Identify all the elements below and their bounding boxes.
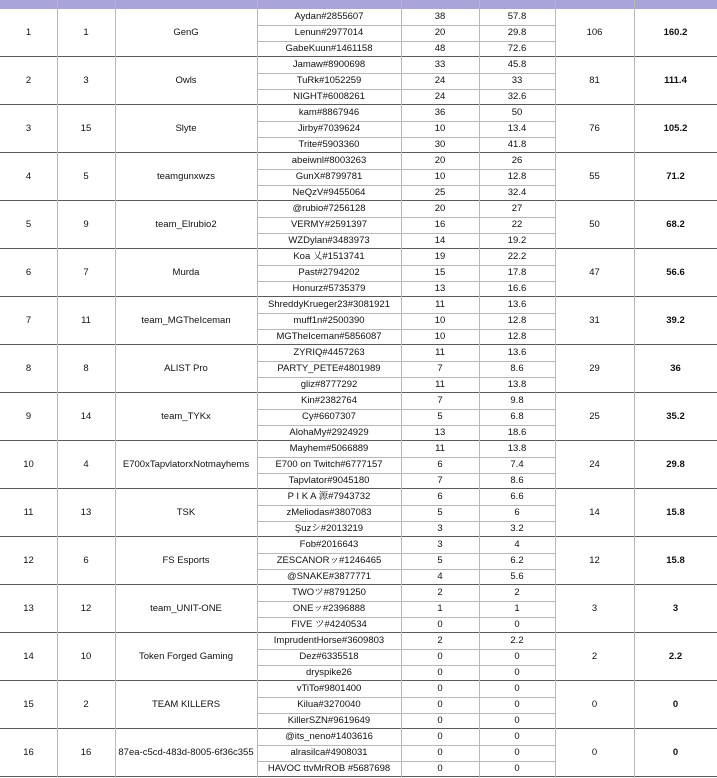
player-stat-b-cell[interactable]: 0 xyxy=(514,683,520,695)
player-id-cell[interactable]: HAVOC ttvMrROB #5687698 xyxy=(267,763,391,775)
player-stat-a-cell[interactable]: 7 xyxy=(437,475,443,487)
player-row-divider xyxy=(257,665,555,666)
rank-cell[interactable]: 14 xyxy=(23,651,34,663)
team-score-cell[interactable]: 0 xyxy=(672,699,679,711)
player-row-divider xyxy=(257,361,555,362)
player-id-cell[interactable]: Honurz#5735379 xyxy=(292,283,366,295)
team-score-cell[interactable]: 35.2 xyxy=(666,411,685,423)
player-stat-b-cell[interactable]: 27 xyxy=(511,203,523,215)
player-row-divider xyxy=(257,761,555,762)
player-stat-b-cell[interactable]: 13.4 xyxy=(507,123,527,135)
player-id-cell[interactable]: TWOツ#8791250 xyxy=(292,587,366,599)
player-row-divider xyxy=(257,41,555,42)
rank-cell[interactable]: 8 xyxy=(25,363,32,375)
player-stat-a-cell[interactable]: 2 xyxy=(437,635,443,647)
player-stat-a-cell[interactable]: 0 xyxy=(437,731,443,743)
player-stat-a-cell[interactable]: 10 xyxy=(434,315,446,327)
team-row-divider xyxy=(0,776,717,777)
player-stat-b-cell[interactable]: 32.4 xyxy=(507,187,527,199)
team-total-cell[interactable]: 47 xyxy=(589,267,600,279)
player-id-cell[interactable]: dryspike26 xyxy=(306,667,352,679)
team-score-cell[interactable]: 15.8 xyxy=(666,555,685,567)
column-divider xyxy=(115,0,116,778)
player-stat-a-cell[interactable]: 20 xyxy=(434,27,446,39)
player-id-cell[interactable]: @rubio#7256128 xyxy=(292,203,366,215)
seed-cell[interactable]: 3 xyxy=(83,75,89,87)
player-row-divider xyxy=(257,329,555,330)
team-total-cell[interactable]: 106 xyxy=(586,27,603,39)
team-total-cell[interactable]: 25 xyxy=(589,411,600,423)
player-stat-a-cell[interactable]: 6 xyxy=(437,459,443,471)
player-stat-a-cell[interactable]: 10 xyxy=(434,331,446,343)
player-stat-a-cell[interactable]: 19 xyxy=(434,251,446,263)
player-stat-a-cell[interactable]: 25 xyxy=(434,187,446,199)
player-stat-b-cell[interactable]: 72.6 xyxy=(507,43,527,55)
player-id-cell[interactable]: Trite#5903360 xyxy=(298,139,360,151)
player-stat-b-cell[interactable]: 22 xyxy=(511,219,523,231)
column-divider xyxy=(479,0,480,778)
player-stat-a-cell[interactable]: 0 xyxy=(437,763,443,775)
player-stat-b-cell[interactable]: 8.6 xyxy=(510,363,524,375)
seed-cell[interactable]: 5 xyxy=(83,171,89,183)
player-stat-a-cell[interactable]: 0 xyxy=(437,715,443,727)
seed-cell[interactable]: 4 xyxy=(83,459,89,471)
column-divider xyxy=(257,0,258,778)
team-score-cell[interactable]: 29.8 xyxy=(666,459,685,471)
player-id-cell[interactable]: Tapvlator#9045180 xyxy=(288,475,370,487)
seed-cell[interactable]: 14 xyxy=(80,411,92,423)
seed-cell[interactable]: 7 xyxy=(83,267,89,279)
player-id-cell[interactable]: Koa 乂#1513741 xyxy=(293,251,365,263)
player-id-cell[interactable]: @its_neno#1403616 xyxy=(285,731,373,743)
player-stat-a-cell[interactable]: 4 xyxy=(437,571,443,583)
player-stat-a-cell[interactable]: 7 xyxy=(437,363,443,375)
player-id-cell[interactable]: GunX#8799781 xyxy=(295,171,363,183)
player-stat-a-cell[interactable]: 5 xyxy=(437,507,443,519)
player-id-cell[interactable]: ImprudentHorse#3609803 xyxy=(273,635,385,647)
player-row-divider xyxy=(257,425,555,426)
player-stat-b-cell[interactable]: 8.6 xyxy=(510,475,524,487)
player-row-divider xyxy=(257,713,555,714)
player-stat-a-cell[interactable]: 36 xyxy=(434,107,446,119)
rank-cell[interactable]: 15 xyxy=(23,699,34,711)
player-stat-b-cell[interactable]: 0 xyxy=(514,699,520,711)
team-name-cell[interactable]: 87ea-c5cd-483d-8005-6f36c355 xyxy=(118,747,254,759)
rank-cell[interactable]: 11 xyxy=(23,507,34,519)
player-stat-a-cell[interactable]: 3 xyxy=(437,539,443,551)
rank-cell[interactable]: 1 xyxy=(25,27,32,39)
rank-cell[interactable]: 3 xyxy=(25,123,32,135)
team-total-cell[interactable]: 55 xyxy=(589,171,600,183)
player-id-cell[interactable]: Dez#6335518 xyxy=(299,651,359,663)
player-row-divider xyxy=(257,505,555,506)
player-stat-a-cell[interactable]: 10 xyxy=(434,123,446,135)
team-total-cell[interactable]: 76 xyxy=(589,123,600,135)
player-id-cell[interactable]: Kin#2382764 xyxy=(301,395,357,407)
player-id-cell[interactable]: GabeKuun#1461158 xyxy=(285,43,373,55)
player-stat-a-cell[interactable]: 24 xyxy=(434,75,446,87)
team-name-cell[interactable]: TSK xyxy=(176,507,196,519)
player-stat-a-cell[interactable]: 48 xyxy=(434,43,446,55)
team-score-cell[interactable]: 111.4 xyxy=(664,75,687,87)
player-stat-b-cell[interactable]: 13.6 xyxy=(507,347,527,359)
player-id-cell[interactable]: AlohaMy#2924929 xyxy=(289,427,369,439)
player-stat-b-cell[interactable]: 4 xyxy=(514,539,520,551)
rank-cell[interactable]: 6 xyxy=(25,267,32,279)
player-id-cell[interactable]: alrasilca#4908031 xyxy=(290,747,368,759)
player-row-divider xyxy=(257,521,555,522)
player-stat-b-cell[interactable]: 3.2 xyxy=(510,523,524,535)
player-stat-a-cell[interactable]: 20 xyxy=(434,203,446,215)
player-row-divider xyxy=(257,137,555,138)
seed-cell[interactable]: 6 xyxy=(83,555,89,567)
player-row-divider xyxy=(257,697,555,698)
column-divider xyxy=(634,0,635,778)
player-id-cell[interactable]: ShreddyKrueger23#3081921 xyxy=(267,299,390,311)
header-row xyxy=(0,0,717,9)
player-stat-b-cell[interactable]: 18.6 xyxy=(507,427,527,439)
rank-cell[interactable]: 12 xyxy=(23,555,34,567)
player-stat-b-cell[interactable]: 0 xyxy=(514,715,520,727)
player-stat-a-cell[interactable]: 30 xyxy=(434,139,446,151)
player-stat-a-cell[interactable]: 0 xyxy=(437,667,443,679)
player-row-divider xyxy=(257,601,555,602)
seed-cell[interactable]: 8 xyxy=(83,363,89,375)
player-stat-b-cell[interactable]: 5.6 xyxy=(510,571,524,583)
player-id-cell[interactable]: Mayhem#5066889 xyxy=(289,443,369,455)
rank-cell[interactable]: 10 xyxy=(23,459,34,471)
team-name-cell[interactable]: GenG xyxy=(173,27,199,39)
player-id-cell[interactable]: PARTY_PETE#4801989 xyxy=(277,363,381,375)
team-name-cell[interactable]: FS Esports xyxy=(162,555,210,567)
player-stat-b-cell[interactable]: 0 xyxy=(514,731,520,743)
player-stat-a-cell[interactable]: 16 xyxy=(434,219,446,231)
player-id-cell[interactable]: KillerSZN#9619649 xyxy=(287,715,371,727)
player-stat-b-cell[interactable]: 12.8 xyxy=(507,315,527,327)
team-total-cell[interactable]: 81 xyxy=(589,75,600,87)
player-stat-b-cell[interactable]: 26 xyxy=(511,155,523,167)
player-id-cell[interactable]: WZDylan#3483973 xyxy=(288,235,370,247)
rank-cell[interactable]: 16 xyxy=(23,747,34,759)
seed-cell[interactable]: 11 xyxy=(81,315,91,327)
player-stat-b-cell[interactable]: 12.8 xyxy=(507,171,527,183)
player-id-cell[interactable]: Jamaw#8900698 xyxy=(292,59,366,71)
player-stat-b-cell[interactable]: 0 xyxy=(514,651,520,663)
player-stat-b-cell[interactable]: 6.6 xyxy=(510,491,524,503)
seed-cell[interactable]: 2 xyxy=(83,699,89,711)
player-stat-a-cell[interactable]: 6 xyxy=(437,491,443,503)
player-id-cell[interactable]: VERMY#2591397 xyxy=(290,219,368,231)
player-id-cell[interactable]: gliz#8777292 xyxy=(300,379,358,391)
column-divider xyxy=(401,0,402,778)
team-score-cell[interactable]: 68.2 xyxy=(666,219,685,231)
player-id-cell[interactable]: Fob#2016643 xyxy=(299,539,359,551)
team-name-cell[interactable]: TEAM KILLERS xyxy=(151,699,221,711)
player-stat-a-cell[interactable]: 13 xyxy=(434,283,446,295)
rank-cell[interactable]: 4 xyxy=(25,171,32,183)
player-row-divider xyxy=(257,745,555,746)
player-id-cell[interactable]: abeiwnl#8003263 xyxy=(291,155,367,167)
team-name-cell[interactable]: E700xTapvlatorxNotmayhems xyxy=(122,459,250,471)
player-row-divider xyxy=(257,313,555,314)
player-stat-a-cell[interactable]: 10 xyxy=(434,171,446,183)
player-stat-b-cell[interactable]: 2.2 xyxy=(510,635,524,647)
player-stat-a-cell[interactable]: 15 xyxy=(434,267,446,279)
player-id-cell[interactable]: zMeliodas#3807083 xyxy=(286,507,372,519)
player-stat-b-cell[interactable]: 6.2 xyxy=(510,555,524,567)
rank-cell[interactable]: 2 xyxy=(25,75,32,87)
player-id-cell[interactable]: vTiTo#9801400 xyxy=(296,683,362,695)
player-id-cell[interactable]: E700 on Twitch#6777157 xyxy=(275,459,383,471)
team-score-cell[interactable]: 3 xyxy=(672,603,679,615)
player-id-cell[interactable]: ZESCANORッ#1246465 xyxy=(276,555,382,567)
seed-cell[interactable]: 9 xyxy=(83,219,89,231)
player-stat-a-cell[interactable]: 3 xyxy=(437,523,443,535)
player-id-cell[interactable]: TuRk#1052259 xyxy=(296,75,362,87)
player-row-divider xyxy=(257,89,555,90)
player-id-cell[interactable]: Cy#6607307 xyxy=(302,411,356,423)
player-stat-b-cell[interactable]: 2 xyxy=(514,587,520,599)
team-score-cell[interactable]: 39.2 xyxy=(666,315,685,327)
player-stat-a-cell[interactable]: 11 xyxy=(435,299,445,311)
player-id-cell[interactable]: Aydan#2855607 xyxy=(294,11,364,23)
team-name-cell[interactable]: team_UNIT-ONE xyxy=(150,603,222,615)
player-stat-b-cell[interactable]: 13.8 xyxy=(507,443,527,455)
player-stat-a-cell[interactable]: 0 xyxy=(437,699,443,711)
player-stat-a-cell[interactable]: 11 xyxy=(435,443,445,455)
player-stat-b-cell[interactable]: 50 xyxy=(511,107,523,119)
team-total-cell[interactable]: 0 xyxy=(591,699,598,711)
player-row-divider xyxy=(257,169,555,170)
rank-cell[interactable]: 13 xyxy=(23,603,34,615)
player-stat-a-cell[interactable]: 0 xyxy=(437,651,443,663)
team-name-cell[interactable]: team_TYKx xyxy=(161,411,211,423)
player-stat-a-cell[interactable]: 20 xyxy=(434,155,446,167)
player-stat-a-cell[interactable]: 2 xyxy=(437,587,443,599)
player-id-cell[interactable]: kam#8867946 xyxy=(298,107,360,119)
player-row-divider xyxy=(257,233,555,234)
team-score-cell[interactable]: 15.8 xyxy=(666,507,685,519)
team-total-cell[interactable]: 0 xyxy=(591,747,598,759)
player-row-divider xyxy=(257,457,555,458)
player-row-divider xyxy=(257,409,555,410)
team-score-cell[interactable]: 105.2 xyxy=(663,123,688,135)
player-row-divider xyxy=(257,649,555,650)
player-row-divider xyxy=(257,25,555,26)
player-stat-a-cell[interactable]: 33 xyxy=(434,59,446,71)
player-stat-b-cell[interactable]: 32.6 xyxy=(507,91,527,103)
player-id-cell[interactable]: FIVE ツ#4240534 xyxy=(291,619,367,631)
player-stat-b-cell[interactable]: 6.8 xyxy=(510,411,524,423)
player-stat-b-cell[interactable]: 41.8 xyxy=(507,139,527,151)
player-stat-b-cell[interactable]: 12.8 xyxy=(507,331,527,343)
player-row-divider xyxy=(257,281,555,282)
player-id-cell[interactable]: ONEッ#2396888 xyxy=(292,603,366,615)
player-id-cell[interactable]: MGTheIceman#5856087 xyxy=(276,331,382,343)
player-stat-a-cell[interactable]: 24 xyxy=(434,91,446,103)
seed-cell[interactable]: 16 xyxy=(80,747,92,759)
player-stat-b-cell[interactable]: 0 xyxy=(514,747,520,759)
team-score-cell[interactable]: 71.2 xyxy=(666,171,685,183)
player-row-divider xyxy=(257,217,555,218)
player-stat-b-cell[interactable]: 17.8 xyxy=(507,267,527,279)
seed-cell[interactable]: 10 xyxy=(80,651,92,663)
player-stat-a-cell[interactable]: 38 xyxy=(434,11,446,23)
rank-cell[interactable]: 5 xyxy=(25,219,32,231)
team-total-cell[interactable]: 24 xyxy=(589,459,600,471)
team-name-cell[interactable]: Murda xyxy=(172,267,200,279)
player-row-divider xyxy=(257,121,555,122)
player-stat-a-cell[interactable]: 0 xyxy=(437,683,443,695)
player-stat-b-cell[interactable]: 6 xyxy=(514,507,520,519)
player-id-cell[interactable]: Past#2794202 xyxy=(298,267,360,279)
rank-cell[interactable]: 7 xyxy=(25,315,32,327)
team-name-cell[interactable]: ALIST Pro xyxy=(164,363,208,375)
player-id-cell[interactable]: NeQzV#9455064 xyxy=(292,187,366,199)
player-row-divider xyxy=(257,377,555,378)
player-stat-b-cell[interactable]: 0 xyxy=(514,667,520,679)
team-name-cell[interactable]: Token Forged Gaming xyxy=(139,651,233,663)
player-stat-a-cell[interactable]: 5 xyxy=(437,555,443,567)
team-score-cell[interactable]: 160.2 xyxy=(663,27,688,39)
player-stat-a-cell[interactable]: 14 xyxy=(434,235,446,247)
player-id-cell[interactable]: NIGHT#6008261 xyxy=(293,91,365,103)
seed-cell[interactable]: 1 xyxy=(83,27,89,39)
player-stat-b-cell[interactable]: 7.4 xyxy=(510,459,524,471)
team-total-cell[interactable]: 14 xyxy=(589,507,600,519)
player-stat-b-cell[interactable]: 1 xyxy=(514,603,520,615)
player-row-divider xyxy=(257,569,555,570)
column-divider xyxy=(57,0,58,778)
player-stat-a-cell[interactable]: 11 xyxy=(435,379,445,391)
team-name-cell[interactable]: teamgunxwzs xyxy=(156,171,216,183)
player-stat-b-cell[interactable]: 13.8 xyxy=(507,379,527,391)
player-stat-b-cell[interactable]: 0 xyxy=(514,619,520,631)
player-stat-b-cell[interactable]: 9.8 xyxy=(510,395,524,407)
player-stat-a-cell[interactable]: 13 xyxy=(434,427,446,439)
player-stat-a-cell[interactable]: 1 xyxy=(437,603,443,615)
player-stat-a-cell[interactable]: 0 xyxy=(437,619,443,631)
team-total-cell[interactable]: 12 xyxy=(589,555,600,567)
team-score-cell[interactable]: 0 xyxy=(672,747,679,759)
player-row-divider xyxy=(257,553,555,554)
team-total-cell[interactable]: 3 xyxy=(591,603,598,615)
team-score-cell[interactable]: 2.2 xyxy=(668,651,683,663)
column-divider xyxy=(555,0,556,778)
player-stat-b-cell[interactable]: 33 xyxy=(511,75,523,87)
player-stat-a-cell[interactable]: 11 xyxy=(435,347,445,359)
seed-cell[interactable]: 15 xyxy=(80,123,92,135)
player-stat-b-cell[interactable]: 45.8 xyxy=(507,59,527,71)
player-stat-b-cell[interactable]: 22.2 xyxy=(507,251,527,263)
player-stat-b-cell[interactable]: 19.2 xyxy=(507,235,527,247)
player-stat-b-cell[interactable]: 16.6 xyxy=(507,283,527,295)
team-name-cell[interactable]: team_Elrubio2 xyxy=(155,219,217,231)
player-id-cell[interactable]: Lenun#2977014 xyxy=(294,27,364,39)
player-stat-a-cell[interactable]: 0 xyxy=(437,747,443,759)
team-total-cell[interactable]: 31 xyxy=(589,315,600,327)
player-id-cell[interactable]: @SNAKE#3877771 xyxy=(286,571,372,583)
team-total-cell[interactable]: 2 xyxy=(591,651,598,663)
player-row-divider xyxy=(257,617,555,618)
team-name-cell[interactable]: Owls xyxy=(175,75,197,87)
player-row-divider xyxy=(257,73,555,74)
player-stat-b-cell[interactable]: 0 xyxy=(514,763,520,775)
player-row-divider xyxy=(257,265,555,266)
player-id-cell[interactable]: Şuzシ#2013219 xyxy=(294,523,364,535)
player-stat-b-cell[interactable]: 13.6 xyxy=(507,299,527,311)
player-row-divider xyxy=(257,473,555,474)
player-row-divider xyxy=(257,185,555,186)
team-score-cell[interactable]: 36 xyxy=(670,363,681,375)
player-id-cell[interactable]: ZYRIQ#4457263 xyxy=(293,347,365,359)
player-id-cell[interactable]: muff1n#2500390 xyxy=(293,315,365,327)
player-id-cell[interactable]: P I K A 源#7943732 xyxy=(287,491,371,503)
seed-cell[interactable]: 13 xyxy=(80,507,92,519)
team-total-cell[interactable]: 50 xyxy=(589,219,600,231)
player-stat-a-cell[interactable]: 5 xyxy=(437,411,443,423)
team-total-cell[interactable]: 29 xyxy=(589,363,600,375)
player-id-cell[interactable]: Kilua#3270040 xyxy=(297,699,361,711)
seed-cell[interactable]: 12 xyxy=(80,603,92,615)
team-score-cell[interactable]: 56.6 xyxy=(666,267,685,279)
player-id-cell[interactable]: Jirby#7039624 xyxy=(297,123,361,135)
rank-cell[interactable]: 9 xyxy=(25,411,32,423)
team-name-cell[interactable]: Slyte xyxy=(175,123,197,135)
player-stat-b-cell[interactable]: 57.8 xyxy=(507,11,527,23)
player-stat-a-cell[interactable]: 7 xyxy=(437,395,443,407)
team-name-cell[interactable]: team_MGTheIceman xyxy=(141,315,231,327)
player-stat-b-cell[interactable]: 29.8 xyxy=(507,27,527,39)
